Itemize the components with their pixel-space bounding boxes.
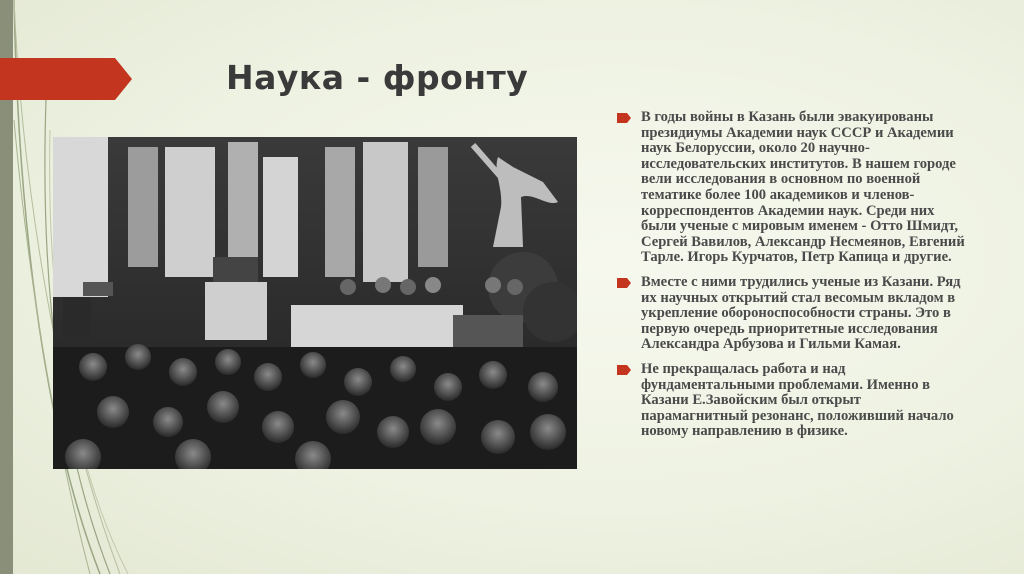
arrow-bullet-icon xyxy=(617,113,631,123)
bullet-text: Вместе с ними трудились ученые из Казани. Ряд их научных открытий стал весомым вкладом в укрепление обороноспособности страны. Это в первую очередь приоритетные исследования Александра Арбузова и Гильми Камая. xyxy=(641,273,961,353)
bullet-text: Не прекращалась работа и над фундаментальными проблемами. Именно в Казани Е.Завойским был открыт парамагнитный резонанс, положивший начало новому направлению в физике. xyxy=(641,360,954,440)
arrow-bullet-icon xyxy=(617,365,631,375)
title-arrow-icon xyxy=(0,58,132,100)
bullet-item xyxy=(617,110,969,266)
historical-photo xyxy=(53,137,577,469)
bullet-item xyxy=(617,362,969,440)
bullet-item xyxy=(617,275,969,353)
bullet-list xyxy=(617,110,969,449)
arrow-bullet-icon xyxy=(617,278,631,288)
bullet-text: В годы войны в Казань были эвакуированы президиумы Академии наук СССР и Академии наук Белоруссии, около 20 научно-исследовательских институтов. В нашем городе вели исследования в основном по военной тематике более 100 академиков и членов-корреспондентов Академии наук. Среди них были ученые с мировым именем - Отто Шмидт, Сергей Вавилов, Александр Несмеянов, Евгений Тарле. Игорь Курчатов, Петр Капица и другие. xyxy=(641,109,965,266)
slide-title: Наука - фронту xyxy=(226,58,529,97)
